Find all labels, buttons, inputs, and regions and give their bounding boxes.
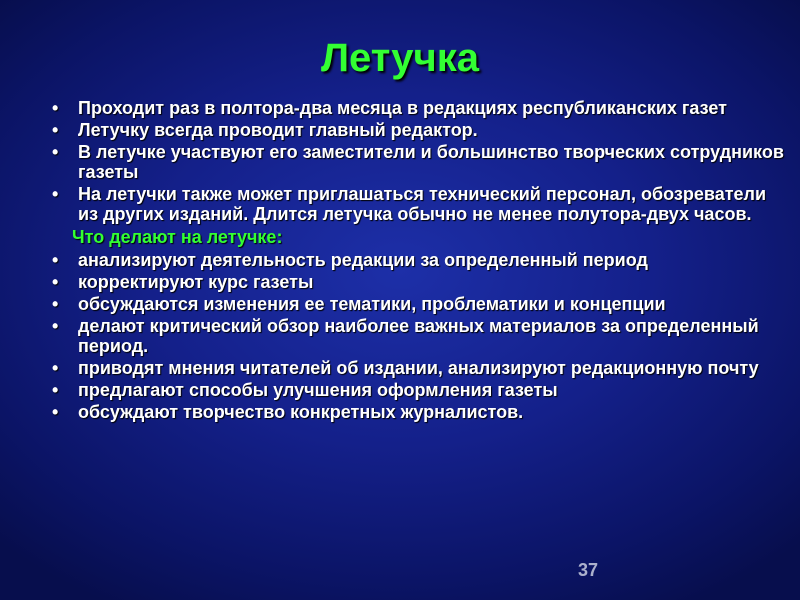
list-item <box>48 98 788 118</box>
list-item <box>48 250 788 270</box>
bullet-icon: • <box>52 402 59 422</box>
slide-title: Летучка <box>320 36 480 80</box>
bullet-icon: • <box>52 98 59 118</box>
list-item-text: корректируют курс газеты <box>78 272 314 292</box>
list-item <box>48 142 788 182</box>
bullet-icon: • <box>52 250 59 270</box>
list-item <box>48 294 788 314</box>
list-item-text: приводят мнения читателей об издании, анализируют редакционную почту <box>78 358 759 378</box>
list-item-text: обсуждают творчество конкретных журналистов. <box>78 402 524 422</box>
bullet-icon: • <box>52 120 59 140</box>
list-item <box>48 380 788 400</box>
bullet-icon: • <box>52 142 59 162</box>
list-item-text: анализируют деятельность редакции за определенный период <box>78 250 648 270</box>
list-item-text: В летучке участвуют его заместители и большинство творческих сотрудников газеты <box>78 142 784 182</box>
list-item-text: На летучки также может приглашаться технический персонал, обозреватели из других изданий. Длится летучка обычно не менее полутора-двух часов. <box>78 184 767 224</box>
list-item-text: предлагают способы улучшения оформления газеты <box>78 380 558 400</box>
bullet-icon: • <box>52 272 59 292</box>
list-item-text: обсуждаются изменения ее тематики, проблематики и концепции <box>78 294 666 314</box>
bullet-list <box>48 98 788 424</box>
bullet-icon: • <box>52 358 59 378</box>
list-item <box>48 316 788 356</box>
list-item <box>48 358 788 378</box>
list-item-text: делают критический обзор наиболее важных материалов за определенный период. <box>78 316 759 356</box>
list-item <box>48 120 788 140</box>
bullet-icon: • <box>52 380 59 400</box>
list-item <box>48 402 788 422</box>
bullet-icon: • <box>52 316 59 336</box>
page-number: 37 <box>578 560 599 580</box>
section-subheading: Что делают на летучке: <box>72 227 283 247</box>
list-item <box>48 184 788 224</box>
bullet-icon: • <box>52 294 59 314</box>
bullet-icon: • <box>52 184 59 204</box>
list-item-text: Летучку всегда проводит главный редактор. <box>78 120 478 140</box>
list-item-text: Проходит раз в полтора-два месяца в редакциях республиканских газет <box>78 98 727 118</box>
list-item <box>48 272 788 292</box>
